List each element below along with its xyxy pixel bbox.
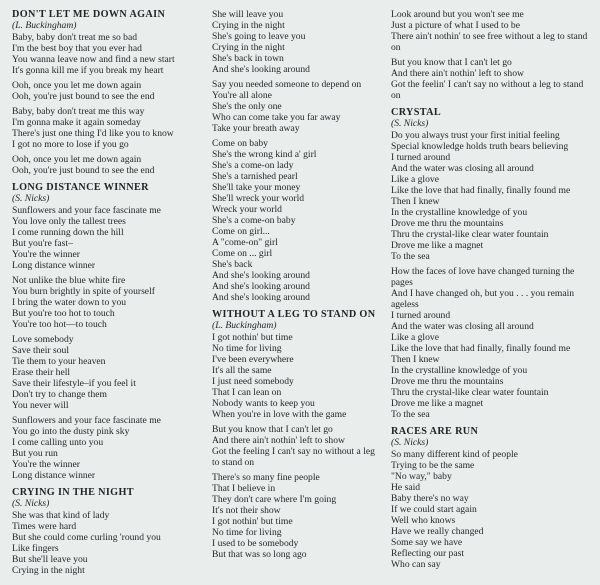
stanza (12, 510, 200, 576)
lyric-line: She's a come-on baby (212, 215, 296, 226)
lyric-line: You're the winner (12, 459, 80, 470)
lyric-line: She's a tarnished pearl (212, 171, 298, 182)
lyric-line: No time for living (212, 343, 282, 354)
stanza (212, 138, 384, 303)
lyric-line: She'll take your money (212, 182, 301, 193)
lyrics-column-3 (391, 9, 594, 574)
stanza (12, 106, 200, 150)
lyric-line: Drove me like a magnet (391, 398, 484, 409)
lyric-line: Long distance winner (12, 260, 96, 271)
lyric-line: I come calling unto you (12, 437, 104, 448)
lyric-line: Not unlike the blue white fire (12, 275, 126, 286)
lyric-line: She's back (212, 259, 253, 270)
stanza (391, 9, 594, 53)
lyric-line: In the crystalline knowledge of you (391, 365, 528, 376)
stanza (391, 449, 594, 570)
lyric-line: Say you needed someone to depend on (212, 79, 362, 90)
lyric-line: It's gonna kill me if you break my heart (12, 65, 164, 76)
lyric-line: Have we really changed (391, 526, 484, 537)
lyric-line: I turned around (391, 310, 451, 321)
lyric-line: You never will (12, 400, 69, 411)
lyric-line: Ooh, you're just bound to see the end (12, 165, 155, 176)
stanza (212, 424, 384, 468)
stanza (12, 205, 200, 271)
lyric-line: And I have changed oh, but you . . . you remain ageless (391, 288, 575, 310)
lyric-line: I'm gonna make it again someday (12, 117, 141, 128)
lyrics-column-2 (212, 9, 384, 564)
stanza (12, 334, 200, 411)
song-title: DON'T LET ME DOWN AGAIN (12, 9, 166, 20)
lyric-line: But that was so long ago (212, 549, 307, 560)
song-block (12, 182, 200, 481)
lyric-line: Thru the crystal-like clear water fountain (391, 229, 549, 240)
lyric-line: I'm the best boy that you ever had (12, 43, 142, 54)
lyric-line: Baby, baby don't treat me so bad (12, 32, 137, 43)
lyric-line: Then I knew (391, 196, 440, 207)
stanza (212, 332, 384, 420)
lyric-line: A "come-on" girl (212, 237, 278, 248)
stanza (12, 415, 200, 481)
lyric-line: Ooh, once you let me down again (12, 154, 142, 165)
lyric-line: But she could come curling 'round you (12, 532, 161, 543)
lyric-line: Save their lifestyle–if you feel it (12, 378, 136, 389)
lyric-line: Come on baby (212, 138, 268, 149)
stanza (12, 32, 200, 76)
lyric-line: She will leave you (212, 9, 284, 20)
lyric-line: Drove me thru the mountains (391, 218, 504, 229)
lyric-line: That I believe in (212, 483, 276, 494)
lyric-line: Like fingers (12, 543, 59, 554)
song-author: (S. Nicks) (391, 437, 429, 448)
lyric-line: "No way," baby (391, 471, 452, 482)
lyric-line: Crying in the night (212, 42, 285, 53)
lyric-line: Got the feeling I can't say no without a leg to stand on (212, 446, 375, 468)
song-author: (L. Buckingham) (12, 20, 77, 31)
lyric-line: But you're too hot to touch (12, 308, 115, 319)
lyric-line: I come running down the hill (12, 227, 124, 238)
lyric-line: Some say we have (391, 537, 463, 548)
lyric-line: Sunflowers and your face fascinate me (12, 205, 161, 216)
lyric-line: But you run (12, 448, 58, 459)
stanza (212, 9, 384, 75)
lyric-line: Baby, baby don't treat me this way (12, 106, 145, 117)
lyric-line: But you know that I can't let go (212, 424, 333, 435)
lyric-line: She was that kind of lady (12, 510, 110, 521)
lyric-line: And the water was closing all around (391, 163, 534, 174)
lyric-line: And there ain't nothin' left to show (391, 68, 524, 79)
song-title: CRYSTAL (391, 107, 442, 118)
lyric-line: That I can lean on (212, 387, 282, 398)
lyric-line: And she's looking around (212, 281, 310, 292)
lyric-line: When you're in love with the game (212, 409, 347, 420)
lyric-line: Then I knew (391, 354, 440, 365)
lyrics-column-1 (12, 9, 200, 580)
lyric-line: You're the winner (12, 249, 80, 260)
lyric-line: You're all alone (212, 90, 272, 101)
lyric-line: Crying in the night (12, 565, 85, 576)
song-author: (L. Buckingham) (212, 320, 277, 331)
stanza (391, 266, 594, 420)
lyric-line: No time for living (212, 527, 282, 538)
lyric-line: I've been everywhere (212, 354, 294, 365)
song-block (212, 9, 384, 303)
lyric-line: Erase their hell (12, 367, 71, 378)
lyric-line: And she's looking around (212, 292, 310, 303)
lyric-line: Times were hard (12, 521, 77, 532)
lyric-line: But you know that I can't let go (391, 57, 512, 68)
lyric-line: And she's looking around (212, 64, 310, 75)
lyric-line: Thru the crystal-like clear water fountain (391, 387, 549, 398)
lyric-line: Like the love that had finally, finally found me (391, 343, 571, 354)
lyric-line: Do you always trust your first initial feeling (391, 130, 560, 141)
lyric-line: Reflecting our past (391, 548, 464, 559)
lyric-line: Drove me like a magnet (391, 240, 484, 251)
lyric-line: Come on ... girl (212, 248, 273, 259)
lyric-line: Come on girl... (212, 226, 270, 237)
lyric-line: You burn brightly in spite of yourself (12, 286, 155, 297)
lyric-line: I bring the water down to you (12, 297, 127, 308)
lyric-line: Save their soul (12, 345, 70, 356)
lyric-line: So many different kind of people (391, 449, 518, 460)
stanza (12, 275, 200, 330)
lyric-line: But you're fast– (12, 238, 73, 249)
lyric-line: Who can say (391, 559, 441, 570)
lyric-line: If we could start again (391, 504, 477, 515)
song-author: (S. Nicks) (391, 118, 429, 129)
lyric-line: There's so many fine people (212, 472, 320, 483)
lyric-line: Take your breath away (212, 123, 300, 134)
stanza (12, 154, 200, 176)
lyric-line: I just need somebody (212, 376, 294, 387)
lyric-line: I got nothin' but time (212, 332, 293, 343)
lyric-line: Like a glove (391, 174, 439, 185)
stanza (12, 80, 200, 102)
lyric-line: Ooh, once you let me down again (12, 80, 142, 91)
lyric-line: And there ain't nothin' left to show (212, 435, 345, 446)
lyric-line: She's back in town (212, 53, 284, 64)
lyric-line: Nobody wants to keep you (212, 398, 315, 409)
song-block (12, 9, 200, 176)
lyric-line: But she'll leave you (12, 554, 88, 565)
song-block (212, 309, 384, 560)
lyric-line: She's the wrong kind a' girl (212, 149, 317, 160)
lyric-line: Like a glove (391, 332, 439, 343)
lyric-line: How the faces of love have changed turning the pages (391, 266, 575, 288)
lyric-line: And the water was closing all around (391, 321, 534, 332)
lyric-line: Long distance winner (12, 470, 96, 481)
lyric-line: Like the love that had finally, finally found me (391, 185, 571, 196)
song-title: WITHOUT A LEG TO STAND ON (212, 309, 376, 320)
lyric-line: Love somebody (12, 334, 74, 345)
song-block (391, 9, 594, 101)
stanza (391, 130, 594, 262)
lyric-line: Ooh, you're just bound to see the end (12, 91, 155, 102)
lyric-line: They don't care where I'm going (212, 494, 337, 505)
lyric-line: Trying to be the same (391, 460, 475, 471)
lyric-line: You're too hot—to touch (12, 319, 107, 330)
lyric-line: To the sea (391, 251, 430, 262)
lyric-line: Tie them to your heaven (12, 356, 106, 367)
lyric-line: Sunflowers and your face fascinate me (12, 415, 161, 426)
lyric-line: Got the feelin' I can't say no without a leg to stand on (391, 79, 584, 101)
stanza (212, 79, 384, 134)
lyric-line: She's a come-on lady (212, 160, 294, 171)
lyric-line: It's all the same (212, 365, 272, 376)
lyric-line: She'll wreck your world (212, 193, 305, 204)
song-block (391, 107, 594, 420)
lyric-line: There ain't nothin' to see free without a leg to stand on (391, 31, 588, 53)
stanza (391, 57, 594, 101)
lyric-line: To the sea (391, 409, 430, 420)
lyric-line: I got nothin' but time (212, 516, 293, 527)
lyric-line: Wreck your world (212, 204, 282, 215)
song-author: (S. Nicks) (12, 498, 50, 509)
lyric-line: It's not their show (212, 505, 281, 516)
lyric-line: She's going to leave you (212, 31, 306, 42)
lyric-line: In the crystalline knowledge of you (391, 207, 528, 218)
song-title: CRYING IN THE NIGHT (12, 487, 134, 498)
stanza (212, 472, 384, 560)
lyric-line: He said (391, 482, 421, 493)
lyric-line: There's just one thing I'd like you to know (12, 128, 174, 139)
song-title: RACES ARE RUN (391, 426, 479, 437)
song-title: LONG DISTANCE WINNER (12, 182, 149, 193)
lyric-line: You love only the tallest trees (12, 216, 126, 227)
lyric-line: Look around but you won't see me (391, 9, 524, 20)
lyric-line: I got no more to lose if you go (12, 139, 129, 150)
lyric-line: Just a picture of what I used to be (391, 20, 520, 31)
lyric-line: She's the only one (212, 101, 282, 112)
lyric-line: You wanna leave now and find a new start (12, 54, 175, 65)
song-author: (S. Nicks) (12, 193, 50, 204)
lyric-line: And she's looking around (212, 270, 310, 281)
lyric-line: You go into the dusty pink sky (12, 426, 130, 437)
lyric-line: I turned around (391, 152, 451, 163)
lyric-line: Don't try to change them (12, 389, 107, 400)
song-block (12, 487, 200, 576)
song-block (391, 426, 594, 570)
lyric-line: I used to be somebody (212, 538, 299, 549)
lyric-line: Well who knows (391, 515, 456, 526)
lyric-line: Crying in the night (212, 20, 285, 31)
lyric-line: Special knowledge holds truth bears believing (391, 141, 569, 152)
lyric-line: Drove me thru the mountains (391, 376, 504, 387)
lyric-line: Baby there's no way (391, 493, 469, 504)
lyric-line: Who can come take you far away (212, 112, 341, 123)
